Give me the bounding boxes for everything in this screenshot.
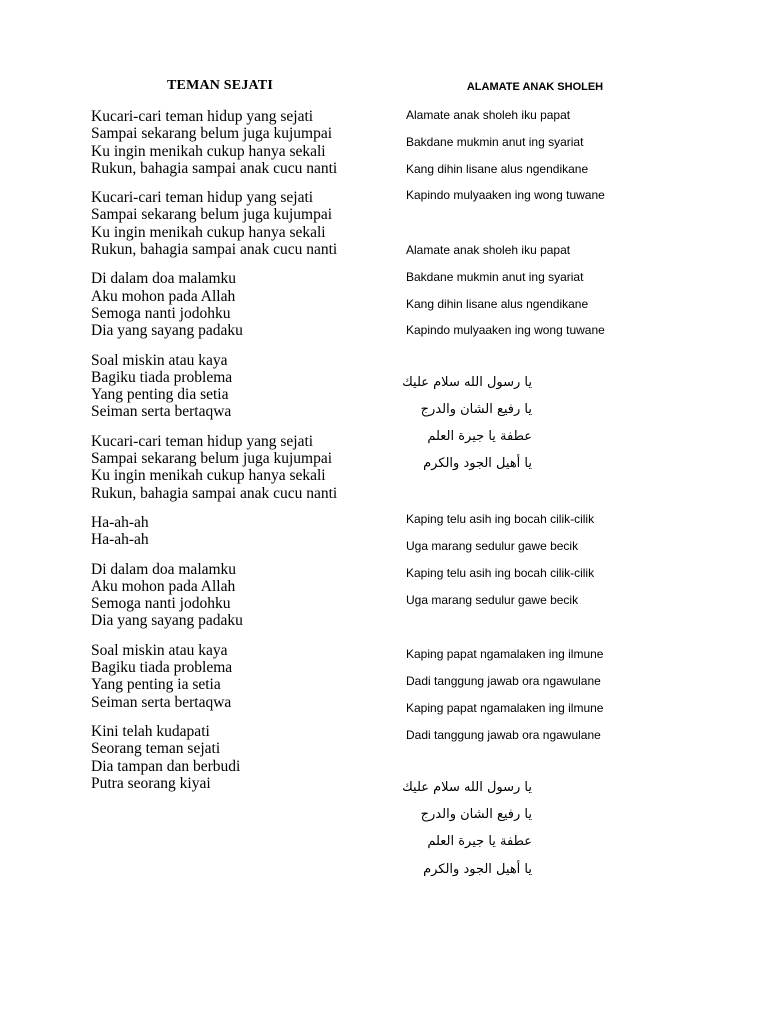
lyric-line: Sampai sekarang belum juga kujumpai: [91, 125, 333, 143]
verse-line: Kaping telu asih ing bocah cilik-cilik: [406, 512, 595, 526]
lyric-line: Soal miskin atau kaya: [91, 641, 228, 659]
lyric-line: Dia yang sayang padaku: [91, 612, 243, 630]
lyric-line: Semoga nanti jodohku: [91, 304, 231, 322]
lyric-line: Kucari-cari teman hidup yang sejati: [91, 108, 314, 125]
lyric-line: Seorang teman sejati: [91, 740, 221, 758]
verse-line: Uga marang sedulur gawe becik: [406, 593, 579, 607]
verse-line: Uga marang sedulur gawe becik: [406, 539, 579, 553]
lyric-line: Ha-ah-ah: [91, 513, 149, 531]
lyric-line: Kucari-cari teman hidup yang sejati: [91, 189, 314, 207]
arabic-line: يا رسول الله سلام عليك: [402, 375, 532, 390]
verse-line: Kaping papat ngamalaken ing ilmune: [406, 647, 604, 661]
arabic-line: يا رفيع الشان والدرج: [420, 807, 532, 822]
stanza-3: [91, 270, 391, 339]
verse-line: Kang dihin lisane alus ngendikane: [406, 162, 589, 176]
verse-line: Alamate anak sholeh iku papat: [406, 108, 571, 122]
arabic-line: يا أهيل الجود والكرم: [423, 862, 532, 877]
verse-line: Kaping papat ngamalaken ing ilmune: [406, 701, 604, 715]
lyric-line: Yang penting ia setia: [91, 676, 221, 694]
stanza-5: [91, 433, 391, 502]
stanza-9: [91, 723, 391, 792]
lyric-line: Seiman serta bertaqwa: [91, 693, 232, 711]
lyric-line: Ku ingin menikah cukup hanya sekali: [91, 142, 326, 160]
right-title: ALAMATE ANAK SHOLEH: [466, 81, 604, 93]
lyric-line: Sampai sekarang belum juga kujumpai: [91, 450, 333, 468]
verse-line: Kang dihin lisane alus ngendikane: [406, 297, 589, 311]
verse-line: Kapindo mulyaaken ing wong tuwane: [406, 323, 605, 337]
lyric-line: Rukun, bahagia sampai anak cucu nanti: [91, 484, 338, 502]
stanza-2: [91, 189, 391, 258]
verse-line: Alamate anak sholeh iku papat: [406, 243, 571, 257]
lyric-line: Aku mohon pada Allah: [91, 577, 236, 595]
lyric-line: Rukun, bahagia sampai anak cucu nanti: [91, 159, 338, 177]
lyric-line: Rukun, bahagia sampai anak cucu nanti: [91, 241, 338, 259]
lyric-line: Putra seorang kiyai: [91, 774, 211, 792]
arabic-line: يا رفيع الشان والدرج: [420, 402, 532, 417]
lyric-line: Dia yang sayang padaku: [91, 322, 243, 340]
lyric-line: Aku mohon pada Allah: [91, 287, 236, 305]
lyric-line: Bagiku tiada problema: [91, 659, 233, 677]
lyric-line: Soal miskin atau kaya: [91, 351, 228, 369]
lyric-line: Bagiku tiada problema: [91, 368, 233, 386]
lyric-line: Kucari-cari teman hidup yang sejati: [91, 432, 314, 450]
lyric-line: Dia tampan dan berbudi: [91, 757, 241, 775]
right-column: [402, 78, 706, 877]
arabic-line: عطفة يا جيرة العلم: [427, 429, 532, 444]
arabic-line: عطفة يا جيرة العلم: [427, 834, 532, 849]
lyric-line: Di dalam doa malamku: [91, 560, 237, 578]
verse-line: Dadi tanggung jawab ora ngawulane: [406, 674, 601, 688]
arabic-line: يا أهيل الجود والكرم: [423, 456, 532, 471]
lyric-line: Ku ingin menikah cukup hanya sekali: [91, 223, 326, 241]
lyric-line: Ku ingin menikah cukup hanya sekali: [91, 467, 326, 485]
lyric-line: Seiman serta bertaqwa: [91, 403, 232, 421]
left-column: [91, 76, 391, 792]
stanza-7: [91, 561, 391, 630]
stanza-1: [91, 108, 391, 177]
stanza-4: [91, 352, 391, 421]
stanza-6: [91, 514, 391, 549]
verse-line: Dadi tanggung jawab ora ngawulane: [406, 728, 601, 742]
verse-line: Kapindo mulyaaken ing wong tuwane: [406, 188, 605, 202]
lyric-line: Di dalam doa malamku: [91, 270, 237, 288]
lyric-line: Kini telah kudapati: [91, 722, 210, 740]
lyric-line: Semoga nanti jodohku: [91, 595, 231, 613]
lyric-line: Yang penting dia setia: [91, 386, 229, 404]
lyric-line: Ha-ah-ah: [91, 531, 149, 549]
arabic-line: يا رسول الله سلام عليك: [402, 780, 532, 795]
verse-line: Bakdane mukmin anut ing syariat: [406, 135, 584, 149]
verse-line: Bakdane mukmin anut ing syariat: [406, 270, 584, 284]
left-title: TEMAN SEJATI: [167, 78, 273, 93]
lyric-line: Sampai sekarang belum juga kujumpai: [91, 206, 333, 224]
stanza-8: [91, 642, 391, 711]
verse-line: Kaping telu asih ing bocah cilik-cilik: [406, 566, 595, 580]
